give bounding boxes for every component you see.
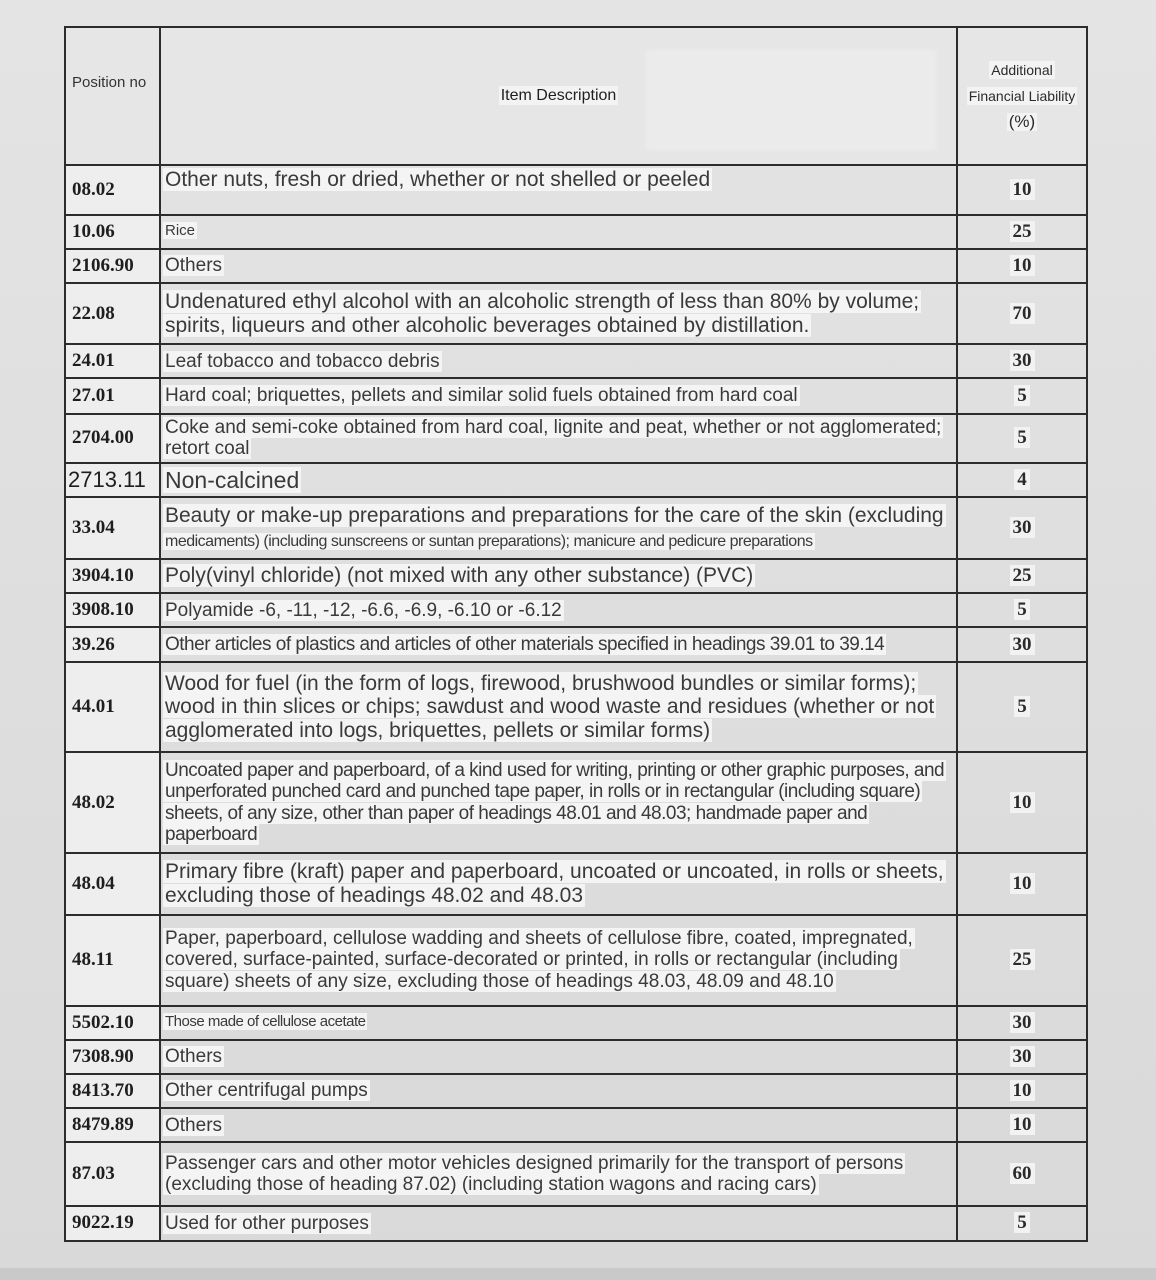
- liability-cell: 30: [957, 1006, 1087, 1040]
- description-cell: Leaf tobacco and tobacco debris: [160, 344, 957, 378]
- table-row: [65, 463, 1087, 497]
- table-row: [65, 752, 1087, 853]
- description-cell: Others: [160, 1040, 957, 1074]
- liability-cell: 70: [957, 283, 1087, 344]
- table-row: [65, 1040, 1087, 1074]
- description-cell: Coke and semi-coke obtained from hard coal, lignite and peat, whether or not agglomerated; retort coal: [160, 414, 957, 463]
- table-row: [65, 1142, 1087, 1205]
- description-cell: Paper, paperboard, cellulose wadding and sheets of cellulose fibre, coated, impregnated, covered, surface-painted, surface-decorated or printed, in rolls or rectangular (including square) sheets of any size, excluding those of headings 48.03, 48.09 and 48.10: [160, 915, 957, 1006]
- liability-cell: 60: [957, 1142, 1087, 1205]
- description-cell: Non-calcined: [160, 463, 957, 497]
- table-row: [65, 559, 1087, 593]
- table-row: [65, 1108, 1087, 1142]
- position-cell: 8479.89: [65, 1108, 160, 1142]
- description-cell: Hard coal; briquettes, pellets and similar solid fuels obtained from hard coal: [160, 378, 957, 413]
- liability-cell: 5: [957, 593, 1087, 627]
- position-cell: 8413.70: [65, 1074, 160, 1108]
- description-cell: Others: [160, 249, 957, 283]
- position-cell: 48.02: [65, 752, 160, 853]
- position-cell: 2106.90: [65, 249, 160, 283]
- liability-cell: 10: [957, 853, 1087, 914]
- table-row: [65, 627, 1087, 662]
- liability-header-line1: Additional: [991, 61, 1053, 78]
- table-row: [65, 344, 1087, 378]
- tariff-table: [64, 26, 1088, 1242]
- liability-cell: 30: [957, 1040, 1087, 1074]
- position-cell: 5502.10: [65, 1006, 160, 1040]
- liability-cell: 5: [957, 662, 1087, 751]
- table-row: [65, 283, 1087, 344]
- description-cell: Undenatured ethyl alcohol with an alcoholic strength of less than 80% by volume; spirits, liqueurs and other alcoholic beverages obtained by distillation.: [160, 283, 957, 344]
- position-cell: 3908.10: [65, 593, 160, 627]
- position-header: Position no: [65, 27, 160, 165]
- position-cell: 44.01: [65, 662, 160, 751]
- table-row: [65, 1074, 1087, 1108]
- description-cell: Poly(vinyl chloride) (not mixed with any other substance) (PVC): [160, 559, 957, 593]
- liability-cell: 25: [957, 559, 1087, 593]
- position-cell: 33.04: [65, 497, 160, 559]
- position-cell: 3904.10: [65, 559, 160, 593]
- position-cell: 7308.90: [65, 1040, 160, 1074]
- page-bottom-edge: [0, 1268, 1156, 1280]
- position-cell: 08.02: [65, 165, 160, 215]
- position-cell: 27.01: [65, 378, 160, 413]
- redacted-area: [646, 50, 936, 150]
- table-row: [65, 165, 1087, 215]
- liability-cell: 25: [957, 215, 1087, 249]
- liability-cell: 4: [957, 463, 1087, 497]
- liability-cell: 5: [957, 414, 1087, 463]
- description-cell: Others: [160, 1108, 957, 1142]
- liability-cell: 30: [957, 344, 1087, 378]
- description-cell: Used for other purposes: [160, 1206, 957, 1241]
- position-cell: 2704.00: [65, 414, 160, 463]
- table-row: [65, 414, 1087, 463]
- liability-header-line2: Financial Liability: [968, 87, 1076, 104]
- description-cell: Wood for fuel (in the form of logs, firewood, brushwood bundles or similar forms); wood in thin slices or chips; sawdust and wood waste and residues (whether or not agglomerated into logs, briquettes, pellets or similar forms): [160, 662, 957, 751]
- description-header: Item Description: [160, 27, 957, 165]
- liability-cell: 30: [957, 497, 1087, 559]
- table-row: [65, 593, 1087, 627]
- description-cell: Primary fibre (kraft) paper and paperboard, uncoated or uncoated, in rolls or sheets, excluding those of headings 48.02 and 48.03: [160, 853, 957, 914]
- liability-cell: 10: [957, 1074, 1087, 1108]
- liability-header: [957, 27, 1087, 165]
- table-row: [65, 1206, 1087, 1241]
- position-cell: 87.03: [65, 1142, 160, 1205]
- table-row: [65, 915, 1087, 1006]
- liability-cell: 5: [957, 378, 1087, 413]
- table-row: [65, 497, 1087, 559]
- position-cell: 48.11: [65, 915, 160, 1006]
- description-cell: Uncoated paper and paperboard, of a kind used for writing, printing or other graphic purposes, and unperforated punched card and punched tape paper, in rolls or in rectangular (including square) sheets, of any size, other than paper of headings 48.01 and 48.03; handmade paper and paperboard: [160, 752, 957, 853]
- description-cell: Passenger cars and other motor vehicles designed primarily for the transport of persons (excluding those of heading 87.02) (including station wagons and racing cars): [160, 1142, 957, 1205]
- description-cell: Beauty or make-up preparations and preparations for the care of the skin (excluding medicaments) (including sunscreens or suntan preparations); manicure and pedicure preparations: [160, 497, 957, 559]
- position-cell: 39.26: [65, 627, 160, 662]
- liability-cell: 10: [957, 249, 1087, 283]
- table-row: [65, 215, 1087, 249]
- liability-cell: 30: [957, 627, 1087, 662]
- position-cell: 22.08: [65, 283, 160, 344]
- position-cell: 48.04: [65, 853, 160, 914]
- description-cell: Polyamide -6, -11, -12, -6.6, -6.9, -6.10 or -6.12: [160, 593, 957, 627]
- header-row: [65, 27, 1087, 165]
- description-cell: Other centrifugal pumps: [160, 1074, 957, 1108]
- position-cell: 2713.11: [65, 463, 160, 497]
- table-row: [65, 662, 1087, 751]
- table-row: [65, 853, 1087, 914]
- description-cell: Rice: [160, 215, 957, 249]
- liability-cell: 10: [957, 1108, 1087, 1142]
- description-cell: Other articles of plastics and articles of other materials specified in headings 39.01 to 39.14: [160, 627, 957, 662]
- position-cell: 24.01: [65, 344, 160, 378]
- table-row: [65, 378, 1087, 413]
- liability-cell: 25: [957, 915, 1087, 1006]
- description-cell: Other nuts, fresh or dried, whether or not shelled or peeled: [160, 165, 957, 215]
- position-cell: 10.06: [65, 215, 160, 249]
- liability-cell: 10: [957, 752, 1087, 853]
- liability-header-line3: (%): [1008, 111, 1036, 131]
- position-cell: 9022.19: [65, 1206, 160, 1241]
- table-row: [65, 249, 1087, 283]
- table-row: [65, 1006, 1087, 1040]
- liability-cell: 5: [957, 1206, 1087, 1241]
- description-cell: Those made of cellulose acetate: [160, 1006, 957, 1040]
- liability-cell: 10: [957, 165, 1087, 215]
